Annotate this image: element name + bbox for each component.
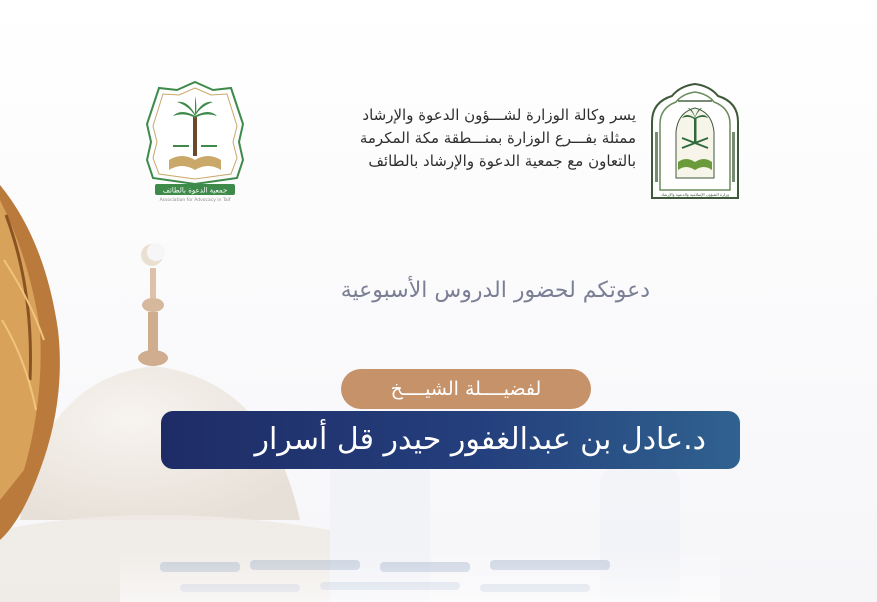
invitation-headline: دعوتكم لحضور الدروس الأسبوعية [340,278,650,303]
sheikh-title-tag: لفضيــــلة الشيــــخ [341,369,591,409]
bottom-fade [120,548,720,602]
speaker-name-banner [161,411,740,469]
invitation-header [260,104,636,173]
ministry-logo-name: وزارة الشؤون الإسلامية والدعوة والإرشاد [660,192,730,197]
header-line-1: يسر وكالة الوزارة لشـــؤون الدعوة والإرشاد [362,106,636,124]
ministry-logo [648,82,742,200]
header-line-3: بالتعاون مع جمعية الدعوة والإرشاد بالطائف [368,152,636,170]
taif-logo-subtitle: Association for Advocacy in Taif [159,198,231,202]
taif-logo-name: جمعية الدعوة بالطائف [162,186,228,195]
speaker-name: د.عادل بن عبدالغفور حيدر قل أسرار [254,422,706,457]
taif-association-logo [145,80,245,202]
header-line-2: ممثلة بفـــرع الوزارة بمنـــطقة مكة المكرمة [359,129,636,147]
